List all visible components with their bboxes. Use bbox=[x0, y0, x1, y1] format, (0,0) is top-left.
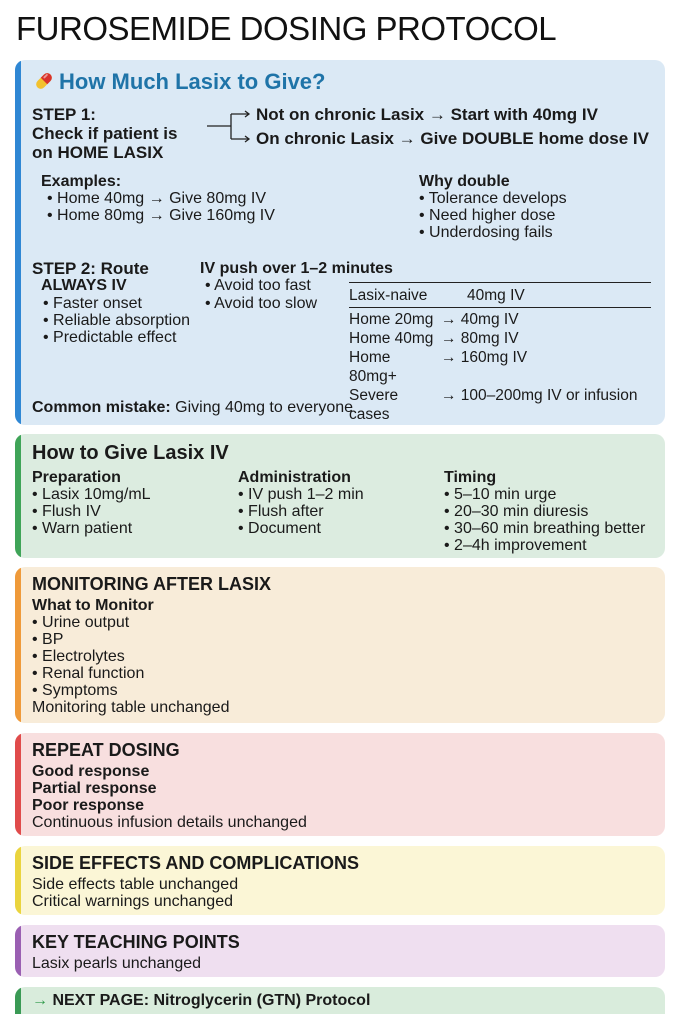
administration-column: Administration • IV push 1–2 min • Flush after • Document bbox=[238, 469, 364, 537]
branch-chronic: On chronic Lasix → Give DOUBLE home dose IV bbox=[256, 129, 649, 148]
step2-item: • Predictable effect bbox=[43, 329, 177, 346]
example-item: • Home 40mg → Give 80mg IV bbox=[47, 190, 267, 207]
monitor-item: • Urine output bbox=[32, 614, 130, 631]
response-item: Poor response bbox=[32, 797, 145, 814]
example-item: • Home 80mg → Give 160mg IV bbox=[47, 207, 275, 224]
section-heading: KEY TEACHING POINTS bbox=[32, 932, 240, 952]
branch-connector-icon bbox=[207, 104, 255, 148]
monitor-item: • BP bbox=[32, 631, 64, 648]
how-much-card bbox=[15, 60, 665, 425]
step2-item: • Reliable absorption bbox=[43, 312, 191, 329]
next-page-link[interactable] bbox=[15, 987, 665, 1014]
card-accent-bar bbox=[15, 60, 21, 425]
dose-table-row: Severe cases → 100–200mg IV or infusion bbox=[349, 387, 638, 423]
examples-heading: Examples: bbox=[41, 173, 122, 190]
card-accent-bar bbox=[15, 846, 21, 915]
step2-always: ALWAYS IV bbox=[41, 277, 127, 294]
teaching-card bbox=[15, 925, 665, 977]
iv-push-heading: IV push over 1–2 minutes bbox=[200, 260, 393, 277]
monitor-item: • Symptoms bbox=[32, 682, 118, 699]
iv-push-item: • Avoid too fast bbox=[205, 277, 311, 294]
timing-column: Timing • 5–10 min urge • 20–30 min diuresis • 30–60 min breathing better • 2–4h improvement bbox=[444, 469, 646, 554]
pill-icon bbox=[33, 70, 55, 92]
dose-table-row: Home 20mg → 40mg IV bbox=[349, 311, 519, 328]
monitor-subheading: What to Monitor bbox=[32, 597, 154, 614]
side-effects-line: Side effects table unchanged bbox=[32, 876, 239, 893]
monitoring-content bbox=[32, 574, 271, 716]
card-accent-bar bbox=[15, 925, 21, 977]
monitor-item: • Renal function bbox=[32, 665, 145, 682]
monitor-note: Monitoring table unchanged bbox=[32, 699, 230, 716]
preparation-column: Preparation • Lasix 10mg/mL • Flush IV • Warn patient bbox=[32, 469, 151, 537]
why-double-item: • Underdosing fails bbox=[419, 224, 553, 241]
dose-table bbox=[349, 282, 651, 425]
section-heading: MONITORING AFTER LASIX bbox=[32, 574, 272, 594]
monitoring-card bbox=[15, 567, 665, 723]
monitor-item: • Electrolytes bbox=[32, 648, 125, 665]
step2-label: STEP 2: Route bbox=[32, 259, 149, 278]
card-accent-bar bbox=[15, 567, 21, 723]
step1-line2: Check if patient is bbox=[32, 124, 178, 143]
teaching-line: Lasix pearls unchanged bbox=[32, 955, 202, 972]
dose-table-row: Home 80mg+ → 160mg IV bbox=[349, 349, 528, 385]
repeat-dosing-card bbox=[15, 733, 665, 836]
section-heading: SIDE EFFECTS AND COMPLICATIONS bbox=[32, 853, 360, 873]
arrow-right-icon: → bbox=[32, 992, 48, 1009]
side-effects-content bbox=[32, 853, 359, 910]
card-accent-bar bbox=[15, 434, 21, 558]
step1-label: STEP 1: bbox=[32, 105, 96, 124]
step1-line3: on HOME LASIX bbox=[32, 143, 164, 162]
why-double-item: • Need higher dose bbox=[419, 207, 556, 224]
card-accent-bar bbox=[15, 987, 21, 1014]
repeat-dosing-note: Continuous infusion details unchanged bbox=[32, 814, 307, 831]
dose-table-row: Home 40mg → 80mg IV bbox=[349, 330, 519, 347]
section-heading: How Much Lasix to Give? bbox=[59, 69, 326, 94]
step2-item: • Faster onset bbox=[43, 295, 142, 312]
response-item: Partial response bbox=[32, 780, 157, 797]
common-mistake: Common mistake: Giving 40mg to everyone bbox=[32, 399, 354, 416]
why-double-heading: Why double bbox=[419, 173, 510, 190]
why-double-item: • Tolerance develops bbox=[419, 190, 567, 207]
page-title: FUROSEMIDE DOSING PROTOCOL bbox=[16, 10, 557, 47]
side-effects-line: Critical warnings unchanged bbox=[32, 893, 233, 910]
side-effects-card bbox=[15, 846, 665, 915]
dose-table-header: Lasix-naive 40mg IV bbox=[349, 287, 525, 304]
teaching-content bbox=[32, 932, 240, 972]
how-to-give-card bbox=[15, 434, 665, 558]
iv-push-item: • Avoid too slow bbox=[205, 295, 318, 312]
response-item: Good response bbox=[32, 763, 150, 780]
branch-not-chronic: Not on chronic Lasix → Start with 40mg IV bbox=[256, 105, 598, 124]
card-accent-bar bbox=[15, 733, 21, 836]
section-heading: How to Give Lasix IV bbox=[32, 442, 229, 464]
repeat-dosing-content bbox=[32, 740, 307, 831]
next-page-label: NEXT PAGE: Nitroglycerin (GTN) Protocol bbox=[52, 992, 371, 1009]
section-heading: REPEAT DOSING bbox=[32, 740, 180, 760]
